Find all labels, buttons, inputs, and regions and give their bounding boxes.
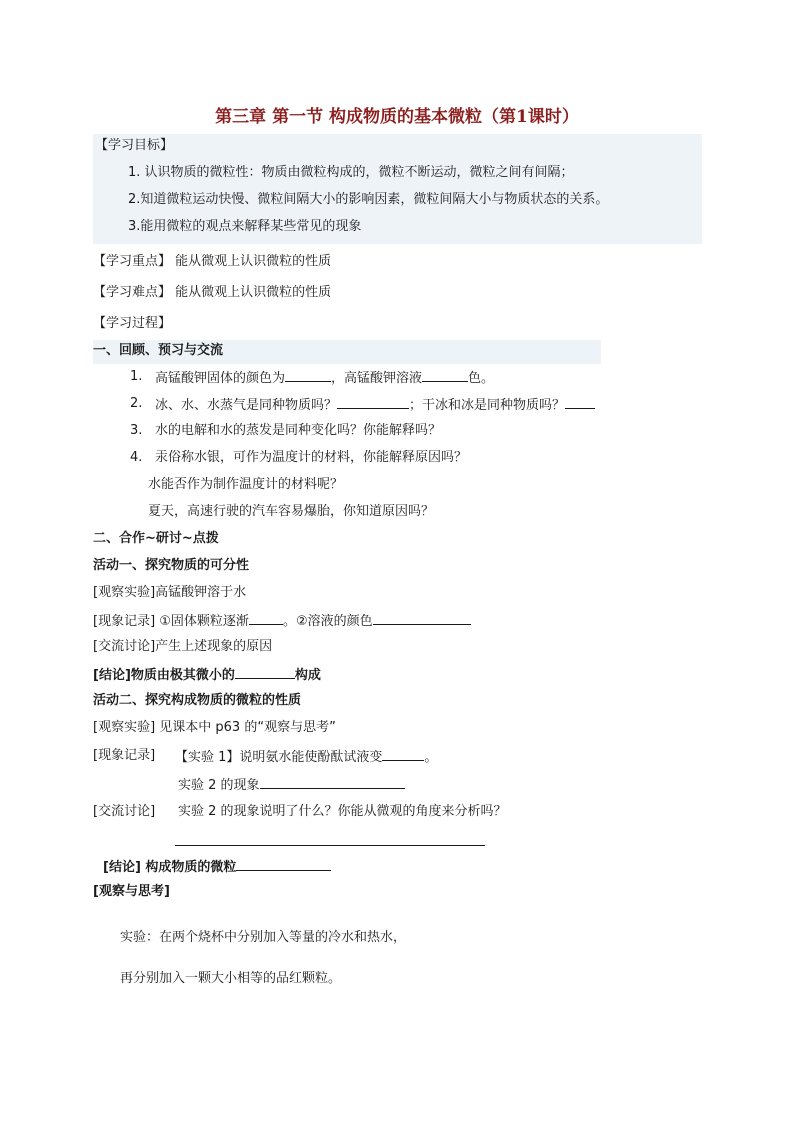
activity1-heading: 活动一、探究物质的可分性 — [93, 558, 250, 573]
activity2-heading: 活动二、探究构成物质的微粒的性质 — [93, 693, 302, 708]
question-4-b: 水能否作为制作温度计的材料呢？ — [148, 477, 344, 492]
think-heading: [观察与思考] — [93, 884, 170, 899]
goals-heading: 【学习目标】 — [95, 138, 174, 153]
question-3: 水的电解和水的蒸发是同种变化吗？你能解释吗？ — [155, 423, 442, 438]
question-4: 汞俗称水银，可作为温度计的材料，你能解释原因吗？ — [155, 450, 468, 465]
process-heading: 【学习过程】 — [93, 316, 172, 331]
key-point: 【学习重点】 能从微观上认识微粒的性质 — [93, 254, 332, 269]
section1-heading: 一、回顾、预习与交流 — [93, 343, 224, 358]
activity2-record: 【实验 1】说明氨水能使酚酞试液变 。 — [175, 747, 437, 767]
question-2-number: 2. — [130, 396, 143, 411]
think-line-1: 实验：在两个烧杯中分别加入等量的冷水和热水， — [120, 930, 407, 945]
activity1-observe: [观察实验]高锰酸钾溶于水 — [93, 585, 247, 600]
page-title: 第三章 第一节 构成物质的基本微粒（第1课时） — [215, 107, 579, 127]
question-4-c: 夏天，高速行驶的汽车容易爆胎，你知道原因吗？ — [148, 504, 435, 519]
activity1-conclusion: [结论]物质由极其微小的 构成 — [93, 665, 321, 685]
difficulty: 【学习难点】 能从微观上认识微粒的性质 — [93, 285, 332, 300]
question-3-number: 3. — [130, 423, 143, 438]
question-1: 高锰酸钾固体的颜色为 ，高锰酸钾溶液 色。 — [155, 368, 494, 388]
activity2-discuss: 实验 2 的现象说明了什么？你能从微观的角度来分析吗？ — [178, 804, 507, 819]
question-1-number: 1. — [130, 369, 143, 384]
activity2-record-2: 实验 2 的现象 — [178, 775, 405, 795]
activity1-discuss: [交流讨论]产生上述现象的原因 — [93, 639, 273, 654]
activity2-observe: [观察实验] 见课本中 p63 的“观察与思考” — [93, 720, 336, 735]
question-4-number: 4. — [130, 450, 143, 465]
goal-item-1: 1. 认识物质的微粒性：物质由微粒构成的，微粒不断运动，微粒之间有间隔； — [128, 165, 574, 180]
activity1-record: [现象记录] ①固体颗粒逐渐 。②溶液的颜色 — [93, 611, 471, 631]
activity2-record-label: [现象记录] — [93, 748, 156, 763]
section2-heading: 二、合作~研讨~点拨 — [93, 531, 219, 546]
activity2-discuss-label: [交流讨论] — [93, 804, 156, 819]
goal-item-3: 3.能用微粒的观点来解释某些常见的现象 — [128, 219, 362, 234]
answer-line — [175, 845, 485, 846]
activity2-conclusion: [结论] 构成物质的微粒 — [103, 857, 331, 877]
think-line-2: 再分别加入一颗大小相等的品红颗粒。 — [120, 971, 342, 986]
question-2: 冰、水、水蒸气是同种物质吗？ ；干冰和冰是同种物质吗？ — [155, 395, 595, 415]
goal-item-2: 2.知道微粒运动快慢、微粒间隔大小的影响因素，微粒间隔大小与物质状态的关系。 — [128, 192, 609, 207]
